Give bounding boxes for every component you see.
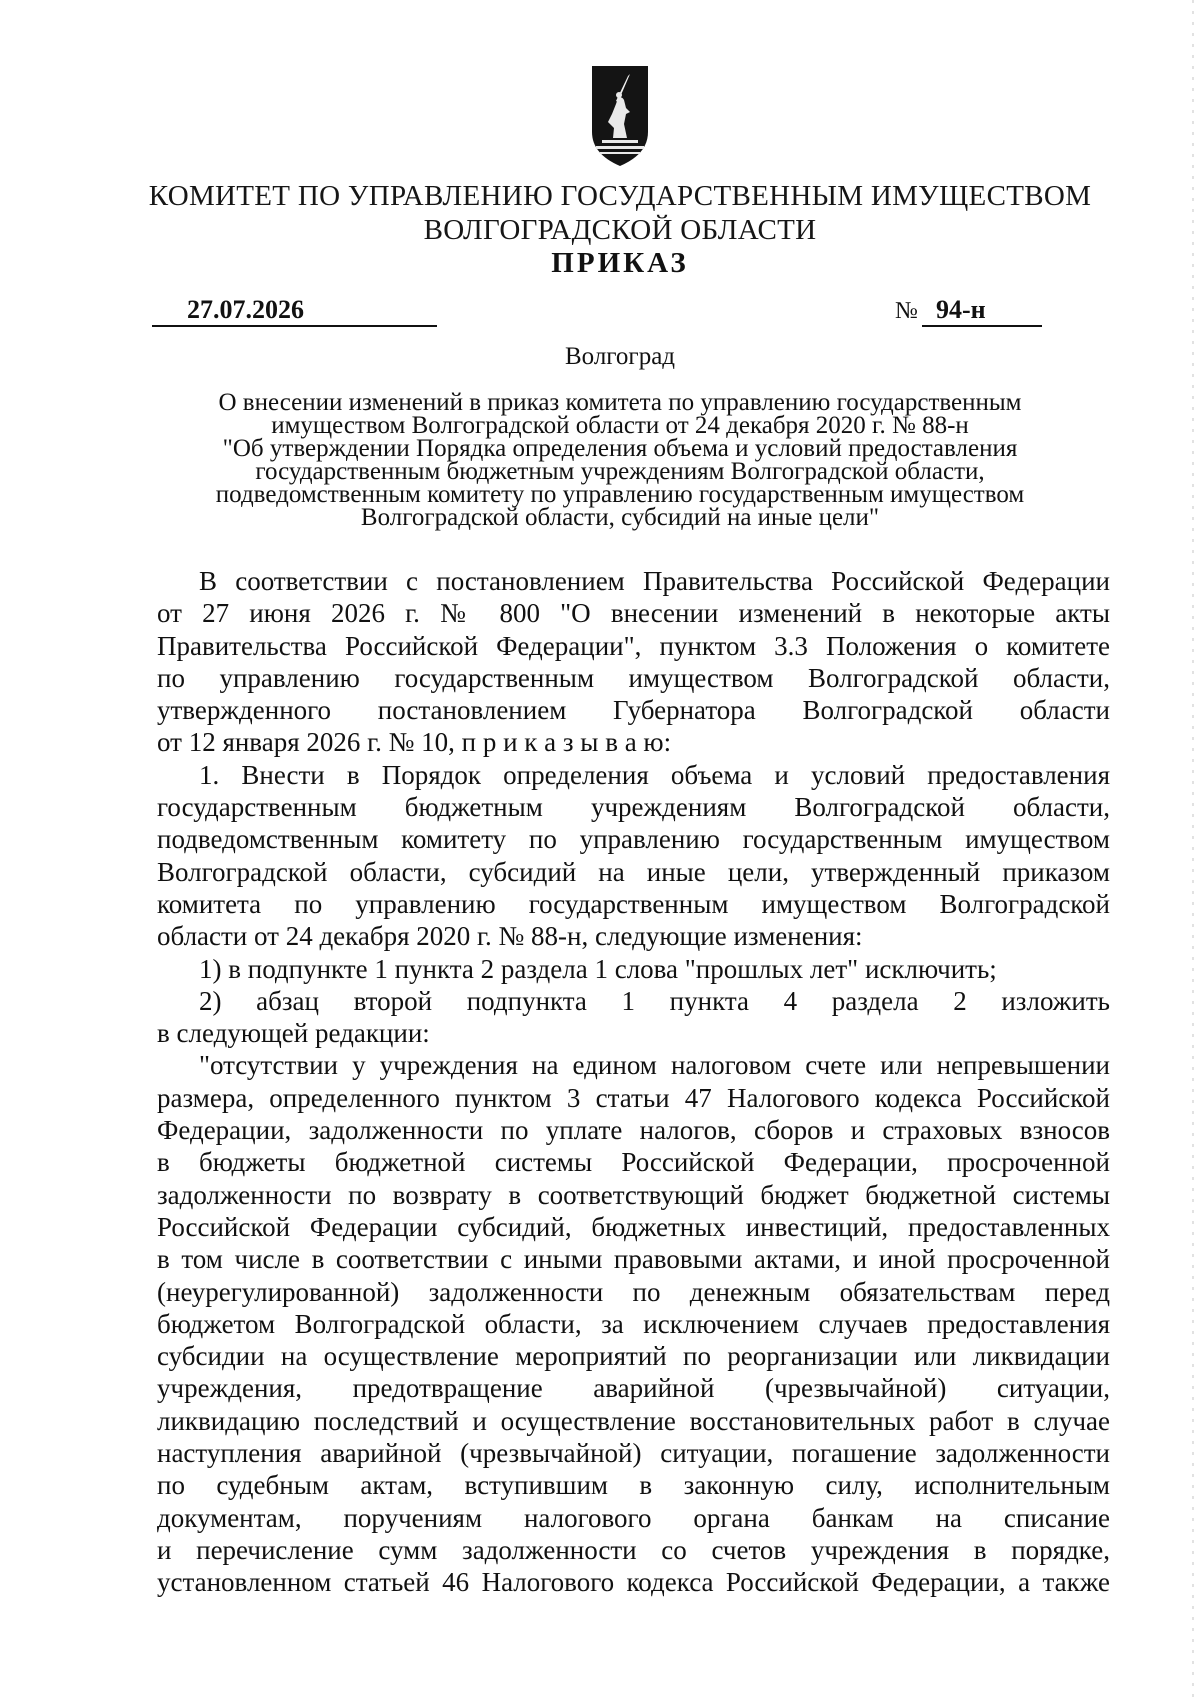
body-line: в том числе в соответствии с иными правовыми актами, и иной просроченной	[157, 1244, 1110, 1275]
body-line: "отсутствии у учреждения на едином налоговом счете или непревышении	[199, 1050, 1110, 1081]
body-line: наступления аварийной (чрезвычайной) ситуации, погашение задолженности	[157, 1438, 1110, 1469]
subject-line: "Об утверждении Порядка определения объема и условий предоставления	[222, 435, 1018, 462]
body-line: 1. Внести в Порядок определения объема и условий предоставления	[199, 759, 1110, 790]
body-line: учреждения, предотвращение аварийной (чрезвычайной) ситуации,	[157, 1373, 1110, 1404]
body-line: 2) абзац второй подпункта 1 пункта 4 раздела 2 изложить	[199, 985, 1110, 1016]
volgograd-emblem-icon	[588, 62, 652, 172]
subject-line: государственным бюджетным учреждениям Волгоградской области,	[255, 458, 985, 485]
subject-line: имуществом Волгоградской области от 24 декабря 2020 г. № 88-н	[271, 412, 969, 439]
number-sign: №	[895, 298, 918, 324]
document-city: Волгоград	[564, 343, 676, 370]
body-line: бюджетом Волгоградской области, за исключением случаев предоставления	[157, 1308, 1110, 1339]
body-line: государственным бюджетным учреждениям Волгоградской области,	[157, 792, 1110, 823]
body-line: в следующей редакции:	[157, 1018, 430, 1049]
subject-line: подведомственным комитету по управлению государственным имуществом	[215, 481, 1025, 508]
body-line: В соответствии с постановлением Правительства Российской Федерации	[199, 566, 1110, 596]
organization-name-line2: ВОЛГОГРАДСКОЙ ОБЛАСТИ	[423, 214, 817, 246]
organization-name-line1: КОМИТЕТ ПО УПРАВЛЕНИЮ ГОСУДАРСТВЕННЫМ ИМУЩЕСТВОМ	[148, 180, 1092, 212]
body-line: от 12 января 2026 г. № 10, п р и к а з ы в а ю:	[157, 727, 672, 758]
body-line: комитета по управлению государственным имуществом Волгоградской	[157, 888, 1110, 919]
body-line: Федерации, задолженности по уплате налогов, сборов и страховых взносов	[157, 1115, 1110, 1146]
body-line: подведомственным комитету по управлению государственным имуществом	[157, 824, 1110, 855]
body-line: размера, определенного пунктом 3 статьи 47 Налогового кодекса Российской	[157, 1082, 1110, 1113]
body-line: субсидии на осуществление мероприятий по реорганизации или ликвидации	[157, 1341, 1110, 1372]
document-number: 94-н	[922, 296, 1042, 327]
body-line: по управлению государственным имуществом Волгоградской области,	[157, 662, 1110, 693]
body-line: Правительства Российской Федерации", пунктом 3.3 Положения о комитете	[157, 630, 1110, 661]
document-date: 27.07.2026	[152, 296, 437, 327]
body-line: Российской Федерации субсидий, бюджетных инвестиций, предоставленных	[157, 1211, 1110, 1242]
body-line: утвержденного постановлением Губернатора Волгоградской области	[157, 695, 1110, 726]
body-line: (неурегулированной) задолженности по денежным обязательствам перед	[157, 1276, 1110, 1307]
document-subject	[150, 391, 1090, 529]
body-line: Волгоградской области, субсидий на иные цели, утвержденный приказом	[157, 856, 1110, 887]
body-line: и перечисление сумм задолженности со счетов учреждения в порядке,	[157, 1534, 1110, 1565]
body-line: 1) в подпункте 1 пункта 2 раздела 1 слова "прошлых лет" исключить;	[199, 953, 997, 984]
body-line: установленном статьей 46 Налогового кодекса Российской Федерации, а также	[157, 1567, 1110, 1598]
body-line: ликвидацию последствий и осуществление восстановительных работ в случае	[157, 1405, 1110, 1436]
body-line: документам, поручениям налогового органа банкам на списание	[157, 1502, 1110, 1533]
body-line: области от 24 декабря 2020 г. № 88-н, следующие изменения:	[157, 921, 863, 952]
body-line: по судебным актам, вступившим в законную силу, исполнительным	[157, 1470, 1110, 1501]
body-line: задолженности по возврату в соответствующий бюджет бюджетной системы	[157, 1179, 1110, 1210]
subject-line: Волгоградской области, субсидий на иные цели"	[360, 504, 880, 531]
subject-line: О внесении изменений в приказ комитета по управлению государственным	[218, 389, 1022, 416]
scan-edge-artifact	[1192, 0, 1194, 1697]
body-line: от 27 июня 2026 г. № 800 "О внесении изменений в некоторые акты	[157, 598, 1110, 629]
document-body	[157, 565, 1110, 1599]
body-line: в бюджеты бюджетной системы Российской Федерации, просроченной	[157, 1147, 1110, 1178]
document-type-title: ПРИКАЗ	[551, 247, 689, 279]
